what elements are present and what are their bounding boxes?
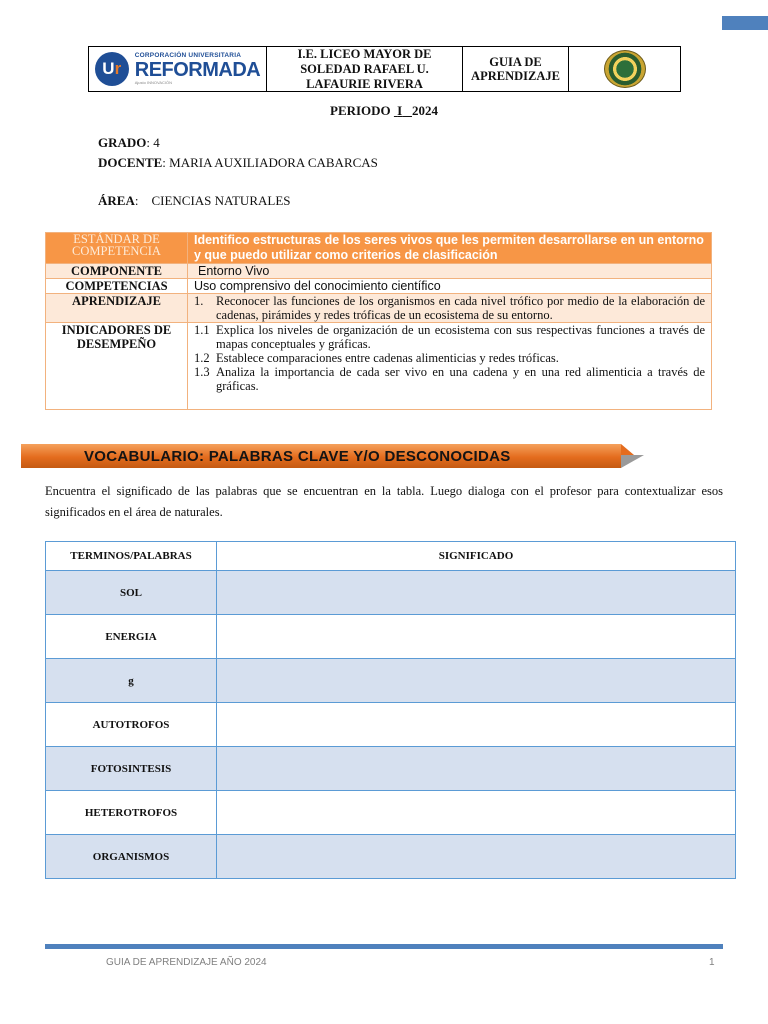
guide-line-2: APRENDIZAJE xyxy=(471,69,560,83)
periodo-year: 2024 xyxy=(411,103,438,118)
vocab-meaning-cell[interactable] xyxy=(217,835,736,879)
indicador-number: 1.3 xyxy=(194,365,210,379)
footer-divider xyxy=(45,944,723,949)
vocab-term: AUTOTROFOS xyxy=(46,703,217,747)
vocab-term: ENERGIA xyxy=(46,615,217,659)
grado-line xyxy=(98,135,160,151)
indicador-item xyxy=(194,323,705,351)
table-row xyxy=(46,571,736,615)
table-row xyxy=(46,615,736,659)
vocab-meaning-cell[interactable] xyxy=(217,615,736,659)
indicador-item xyxy=(194,365,705,393)
periodo-value: I xyxy=(397,103,403,118)
indicador-number: 1.2 xyxy=(194,351,210,365)
area-label: ÁREA xyxy=(98,193,135,208)
indicador-text: Establece comparaciones entre cadenas alimenticias y redes tróficas. xyxy=(216,351,559,365)
logo-main-text: REFORMADA xyxy=(134,58,261,81)
aprendizaje-label: APRENDIZAJE xyxy=(46,294,188,323)
componente-value: Entorno Vivo xyxy=(188,264,712,279)
indicadores-label: INDICADORES DE DESEMPEÑO xyxy=(46,323,188,410)
estandar-row xyxy=(46,233,712,264)
banner-shadow-decoration xyxy=(621,455,644,468)
vocab-meaning-cell[interactable] xyxy=(217,747,736,791)
componente-row xyxy=(46,264,712,279)
vocabulary-banner xyxy=(21,444,621,468)
periodo-label: PERIODO xyxy=(330,103,391,118)
competency-table xyxy=(45,232,712,410)
table-row xyxy=(46,835,736,879)
logo-sub-text: Ajusto INNOVACIÓN xyxy=(134,79,173,85)
vocab-term: ORGANISMOS xyxy=(46,835,217,879)
banner-tip-decoration xyxy=(621,444,634,455)
competencias-value: Uso comprensivo del conocimiento científico xyxy=(188,279,712,294)
estandar-label: ESTÁNDAR DE COMPETENCIA xyxy=(46,233,188,264)
table-row xyxy=(46,791,736,835)
school-name xyxy=(267,47,463,91)
school-line-3: LAFAURIE RIVERA xyxy=(306,76,423,91)
indicadores-cell xyxy=(188,323,712,410)
page-number: 1 xyxy=(709,957,715,968)
corner-tab xyxy=(722,16,768,30)
docente-label: DOCENTE xyxy=(98,155,163,170)
aprendizaje-value: Reconocer las funciones de los organismos en cada nivel trófico por medio de la elaboración de cadenas, pirámides y redes tróficas de un ecosistema de su entorno. xyxy=(216,294,705,322)
aprendizaje-cell xyxy=(188,294,712,323)
university-logo xyxy=(89,47,267,91)
docente-line xyxy=(98,155,378,171)
school-seal xyxy=(569,47,680,91)
vocab-term: SOL xyxy=(46,571,217,615)
competencias-label: COMPETENCIAS xyxy=(46,279,188,294)
area-value: : CIENCIAS NATURALES xyxy=(134,193,291,208)
intro-paragraph: Encuentra el significado de las palabras que se encuentran en la tabla. Luego dialoga con el profesor para contextualizar esos significados en el área de naturales. xyxy=(45,484,723,519)
vocab-meaning-cell[interactable] xyxy=(217,791,736,835)
indicador-item xyxy=(194,351,705,365)
vocabulary-table xyxy=(45,541,736,879)
indicadores-row xyxy=(46,323,712,410)
vocab-header-terms: TERMINOS/PALABRAS xyxy=(46,542,217,571)
vocab-term: FOTOSINTESIS xyxy=(46,747,217,791)
aprendizaje-row xyxy=(46,294,712,323)
componente-label: COMPONENTE xyxy=(46,264,188,279)
aprendizaje-number: 1. xyxy=(194,294,204,308)
vocabulary-title: VOCABULARIO: PALABRAS CLAVE Y/O DESCONOCIDAS xyxy=(84,447,511,465)
document-header xyxy=(88,46,681,92)
footer-text: GUIA DE APRENDIZAJE AÑO 2024 xyxy=(106,957,267,968)
school-line-2: SOLEDAD RAFAEL U. xyxy=(300,61,429,76)
table-row xyxy=(46,747,736,791)
competencias-row xyxy=(46,279,712,294)
vocab-meaning-cell[interactable] xyxy=(217,703,736,747)
grado-value: : 4 xyxy=(146,135,160,150)
indicador-number: 1.1 xyxy=(194,323,210,337)
vocab-term: HETEROTROFOS xyxy=(46,791,217,835)
vocab-meaning-cell[interactable] xyxy=(217,659,736,703)
indicador-text: Analiza la importancia de cada ser vivo en una cadena y en una red alimenticia a través de gráficas. xyxy=(216,365,705,393)
table-row xyxy=(46,703,736,747)
table-row xyxy=(46,659,736,703)
logo-mark-icon: U r xyxy=(95,52,129,86)
indicador-text: Explica los niveles de organización de un ecosistema con sus respectivas funciones a través de mapas conceptuales y gráficas. xyxy=(216,323,705,351)
seal-icon xyxy=(604,50,646,88)
periodo-line xyxy=(0,103,768,119)
guide-title xyxy=(463,47,569,91)
guide-line-1: GUIA DE xyxy=(489,55,542,69)
area-line xyxy=(98,193,291,209)
vocab-header-row xyxy=(46,542,736,571)
vocab-term: g xyxy=(46,659,217,703)
docente-value: : MARIA AUXILIADORA CABARCAS xyxy=(162,155,378,170)
logo-top-text: CORPORACIÓN UNIVERSITARIA xyxy=(134,52,242,60)
grado-label: GRADO xyxy=(98,135,147,150)
school-line-1: I.E. LICEO MAYOR DE xyxy=(297,46,432,61)
vocab-header-meaning: SIGNIFICADO xyxy=(217,542,736,571)
vocab-meaning-cell[interactable] xyxy=(217,571,736,615)
estandar-value: Identifico estructuras de los seres vivos que les permiten desarrollarse en un entorno y que puedo utilizar como criterios de clasificación xyxy=(188,233,712,264)
